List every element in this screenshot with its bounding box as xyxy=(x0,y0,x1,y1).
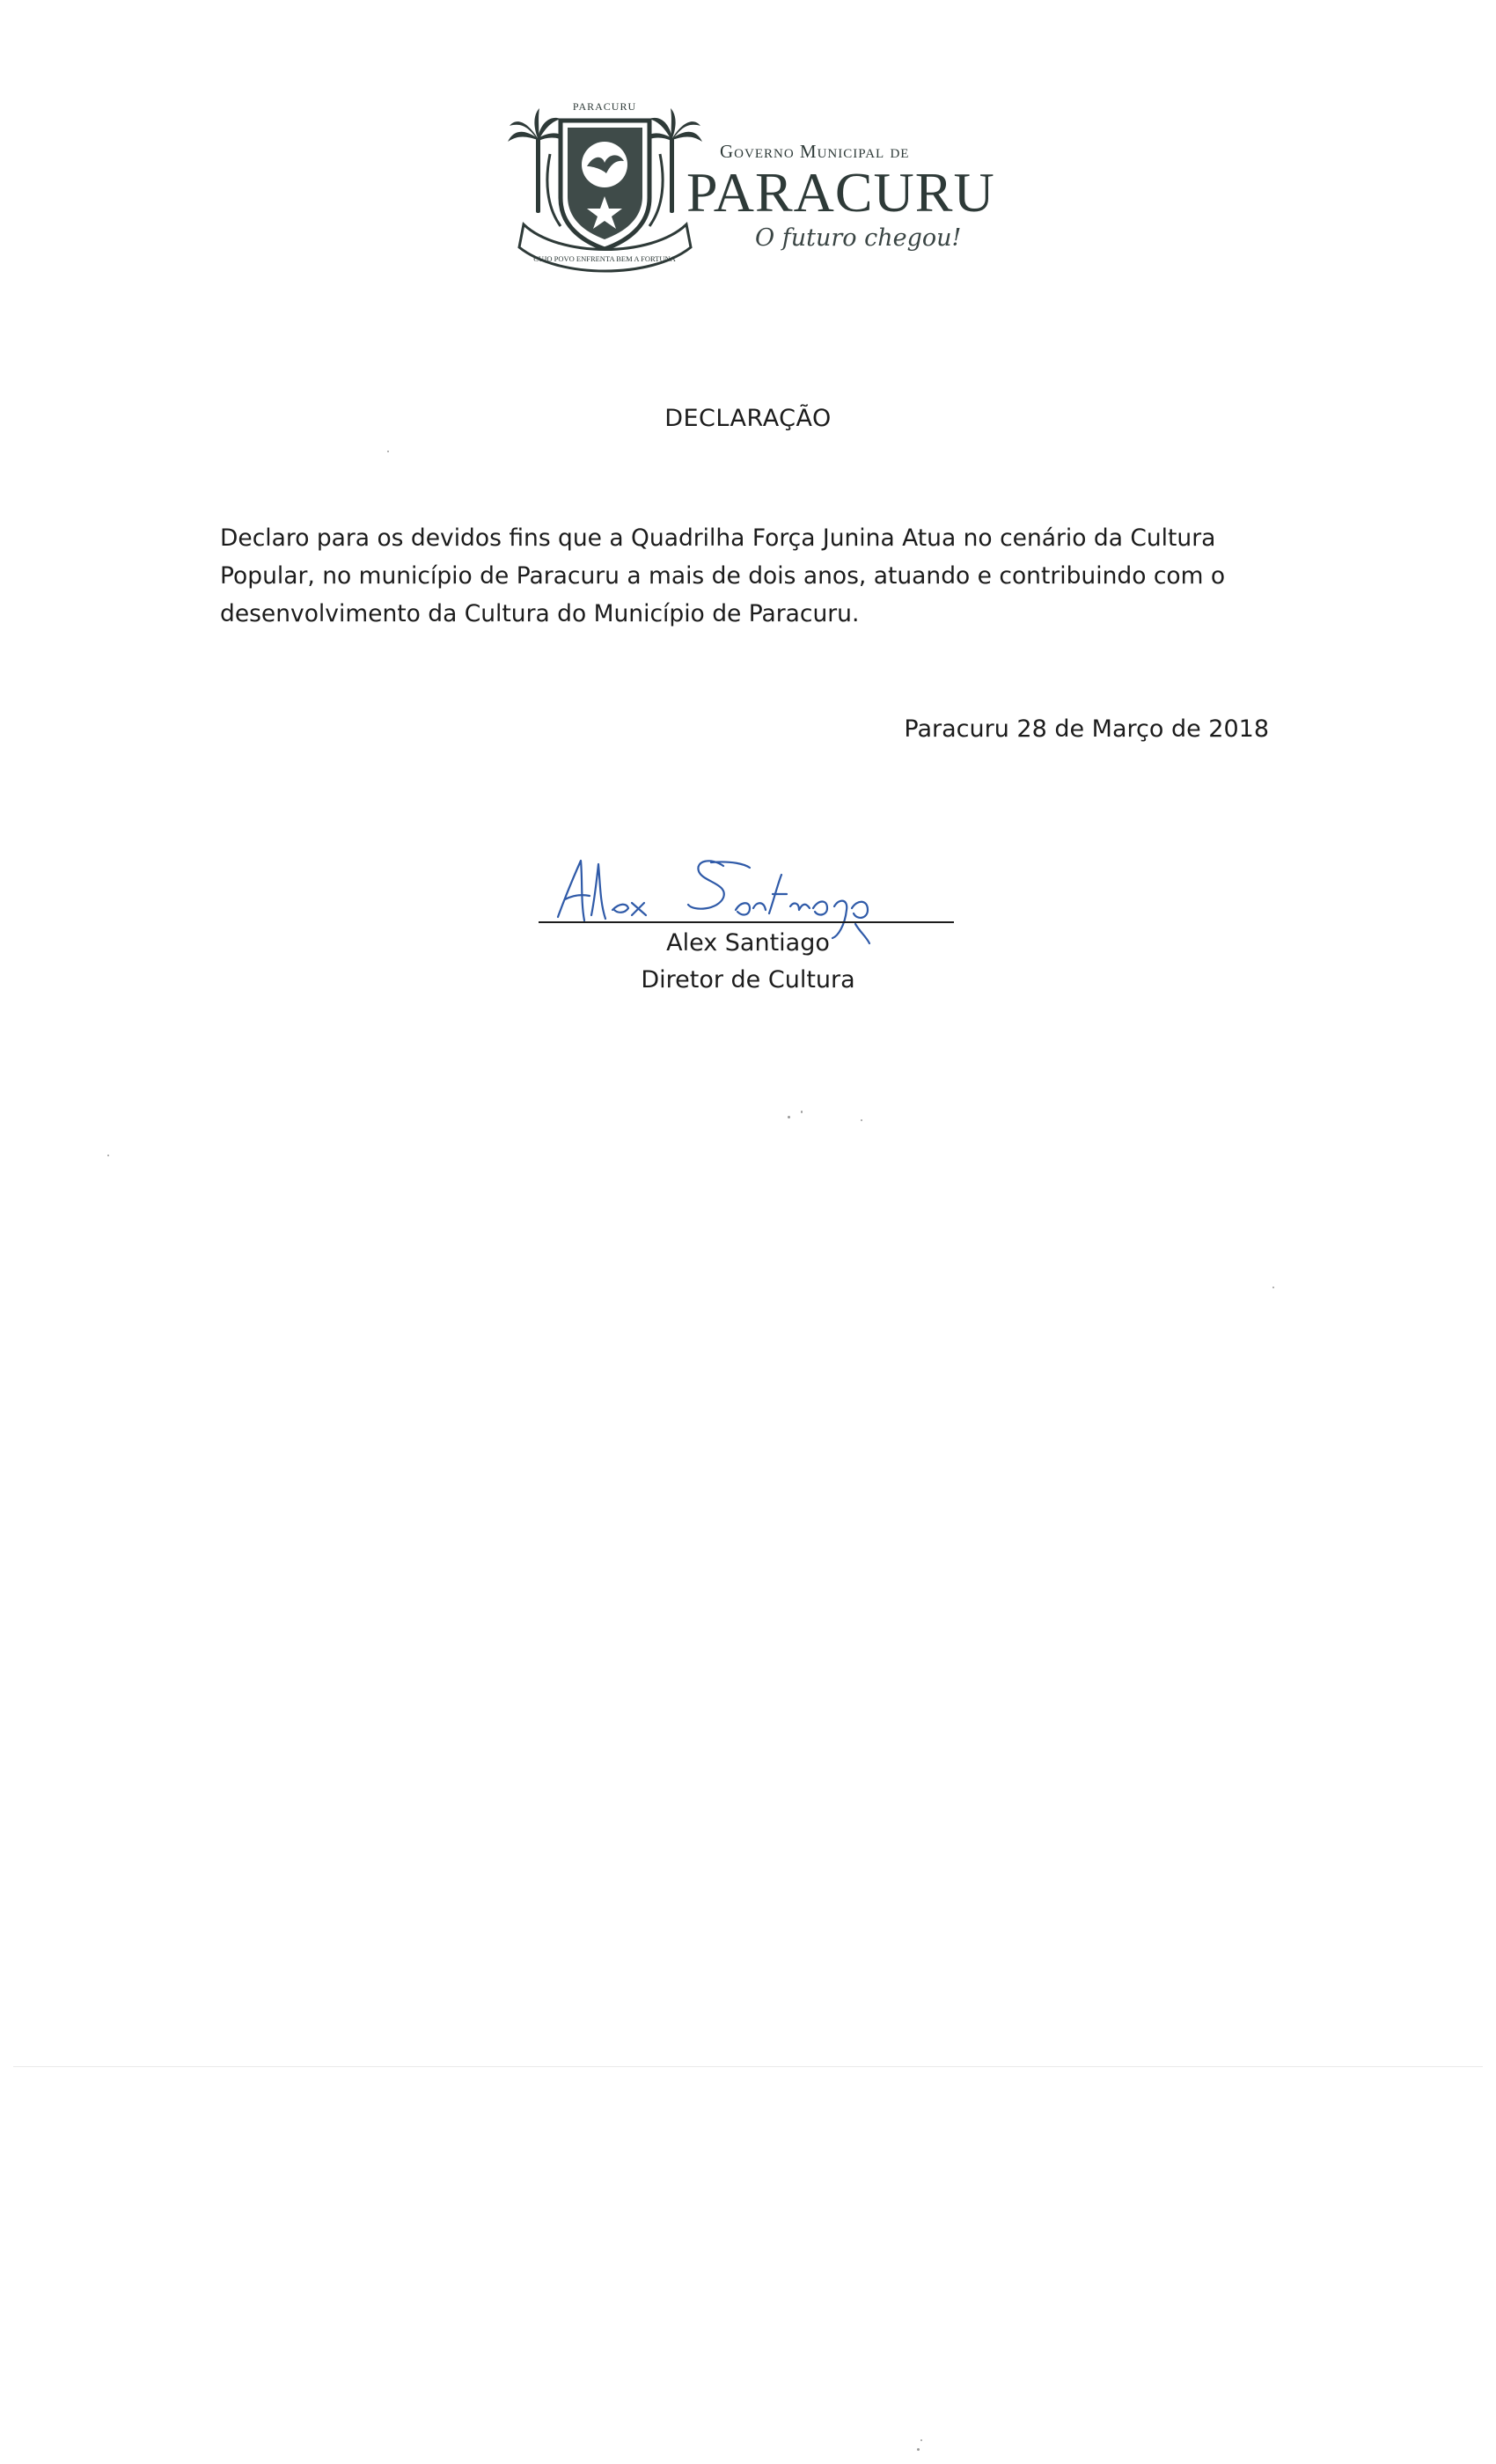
coat-of-arms-icon xyxy=(506,92,704,282)
svg-text:PARACURU: PARACURU xyxy=(572,100,637,113)
document-body xyxy=(220,519,1302,633)
scan-speck xyxy=(1272,1287,1274,1288)
slogan: O futuro chegou! xyxy=(755,224,962,252)
scan-speck xyxy=(387,451,389,452)
scan-speck xyxy=(801,1111,803,1113)
government-label: Governo Municipal de xyxy=(720,141,910,162)
scan-speck xyxy=(917,2448,920,2451)
scan-speck xyxy=(107,1155,109,1156)
signer-name: Alex Santiago xyxy=(666,929,830,957)
scan-speck xyxy=(861,1119,862,1121)
scan-speck xyxy=(920,2439,922,2441)
signer-role: Diretor de Cultura xyxy=(641,966,855,994)
scan-speck xyxy=(788,1116,790,1118)
document-title: DECLARAÇÃO xyxy=(664,405,832,432)
body-line: Declaro para os devidos fins que a Quadrilha Força Junina Atua no cenário da Cultura xyxy=(220,524,1216,552)
date-line: Paracuru 28 de Março de 2018 xyxy=(904,715,1269,743)
signature-line xyxy=(539,921,954,923)
city-name: PARACURU xyxy=(686,161,995,224)
scan-fold-line xyxy=(13,2066,1483,2067)
letterhead xyxy=(506,92,999,282)
government-wordmark xyxy=(686,141,1003,252)
body-line: desenvolvimento da Cultura do Município de Paracuru. xyxy=(220,600,860,627)
body-line: Popular, no município de Paracuru a mais de dois anos, atuando e contribuindo com o xyxy=(220,562,1226,590)
svg-text:CUJO POVO ENFRENTA BEM A FORTU: CUJO POVO ENFRENTA BEM A FORTUNA xyxy=(533,254,676,263)
